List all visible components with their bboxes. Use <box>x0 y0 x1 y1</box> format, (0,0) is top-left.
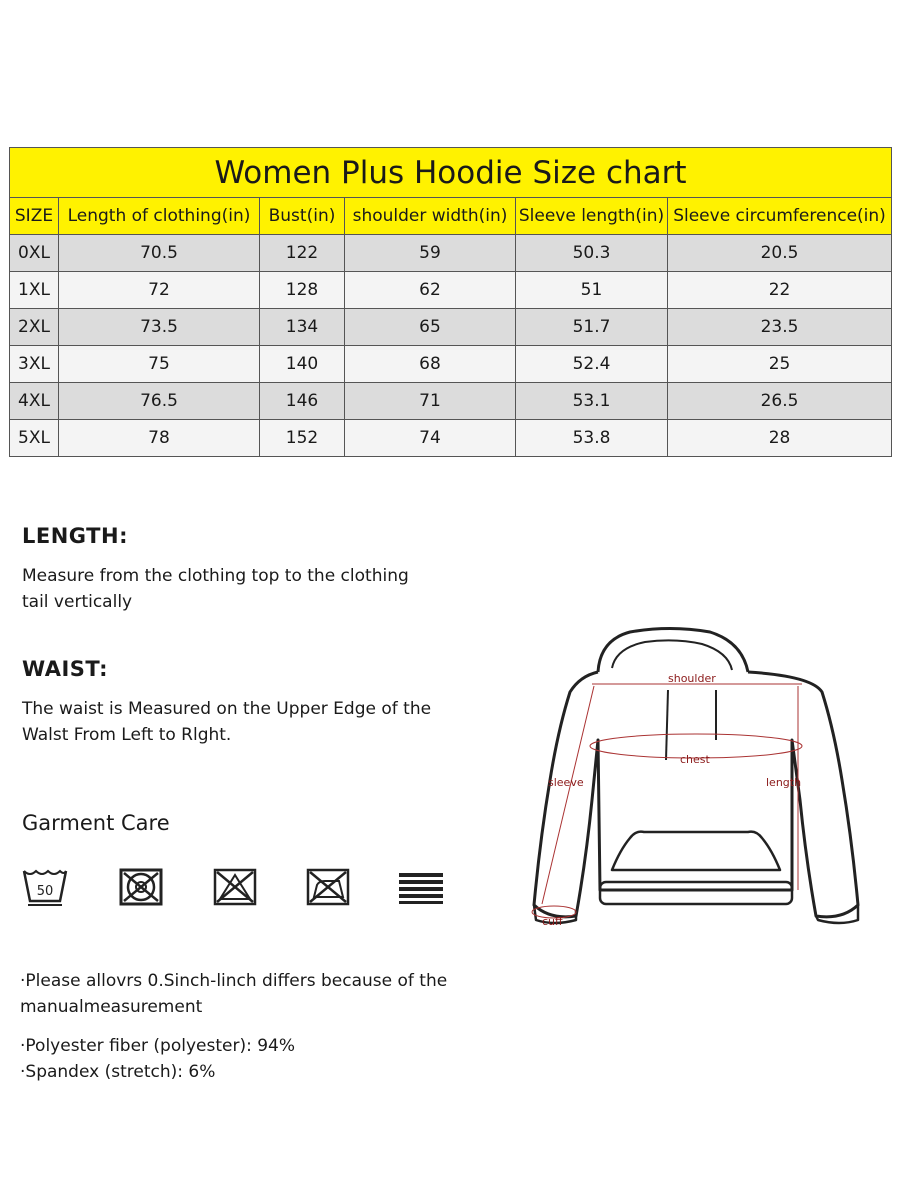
table-row <box>10 420 892 457</box>
sleeve-label: sleeve <box>548 776 584 789</box>
material-notes <box>20 1033 480 1085</box>
header-row <box>10 198 892 235</box>
header-sleeve-length: Sleeve length(in) <box>516 198 668 235</box>
note-line-1: ·Please allovrs 0.Sinch-linch differs because of the <box>20 971 448 991</box>
waist-line-1: The waist is Measured on the Upper Edge of the <box>22 699 432 719</box>
waist-description <box>22 696 462 748</box>
garment-care-title: Garment Care <box>22 811 170 835</box>
length-label: length <box>766 776 802 789</box>
kangaroo-pocket <box>612 832 780 870</box>
table-row <box>10 272 892 309</box>
table-cell: 26.5 <box>668 383 892 420</box>
table-cell: 146 <box>260 383 345 420</box>
hood-outline <box>598 629 748 673</box>
cuff-label: cuff <box>542 915 563 928</box>
right-cuff <box>816 905 858 923</box>
polyester-line: ·Polyester fiber (polyester): 94% <box>20 1036 296 1056</box>
table-row <box>10 235 892 272</box>
wash-50-icon <box>22 865 68 909</box>
no-bleach-icon <box>212 865 258 909</box>
chest-label: chest <box>680 753 710 766</box>
table-cell: 73.5 <box>59 309 260 346</box>
size-cell: 2XL <box>10 309 59 346</box>
no-tumble-dry-icon <box>118 865 164 909</box>
size-cell: 0XL <box>10 235 59 272</box>
hem-band <box>600 882 792 904</box>
table-cell: 59 <box>345 235 516 272</box>
size-cell: 5XL <box>10 420 59 457</box>
size-chart-table <box>9 147 892 457</box>
table-cell: 51 <box>516 272 668 309</box>
table-cell: 51.7 <box>516 309 668 346</box>
spandex-line: ·Spandex (stretch): 6% <box>20 1062 216 1082</box>
table-cell: 74 <box>345 420 516 457</box>
table-cell: 72 <box>59 272 260 309</box>
table-row <box>10 346 892 383</box>
table-cell: 62 <box>345 272 516 309</box>
length-description <box>22 563 462 615</box>
table-cell: 71 <box>345 383 516 420</box>
waist-heading: WAIST: <box>22 657 108 681</box>
table-cell: 65 <box>345 309 516 346</box>
note-line-2: manualmeasurement <box>20 997 203 1017</box>
care-icons-row <box>20 865 460 911</box>
length-line-2: tail vertically <box>22 592 133 612</box>
table-cell: 152 <box>260 420 345 457</box>
table-row <box>10 383 892 420</box>
dry-flat-icon <box>397 865 443 909</box>
table-cell: 25 <box>668 346 892 383</box>
header-shoulder: shoulder width(in) <box>345 198 516 235</box>
table-cell: 140 <box>260 346 345 383</box>
table-cell: 52.4 <box>516 346 668 383</box>
table-cell: 23.5 <box>668 309 892 346</box>
table-cell: 53.1 <box>516 383 668 420</box>
table-title: Women Plus Hoodie Size chart <box>10 148 892 198</box>
table-cell: 28 <box>668 420 892 457</box>
size-cell: 3XL <box>10 346 59 383</box>
hoodie-diagram <box>520 620 880 940</box>
table-cell: 53.8 <box>516 420 668 457</box>
table-cell: 22 <box>668 272 892 309</box>
length-heading: LENGTH: <box>22 524 128 548</box>
header-sleeve-circumference: Sleeve circumference(in) <box>668 198 892 235</box>
length-line-1: Measure from the clothing top to the clothing <box>22 566 409 586</box>
table-cell: 76.5 <box>59 383 260 420</box>
table-cell: 50.3 <box>516 235 668 272</box>
table-cell: 78 <box>59 420 260 457</box>
table-cell: 75 <box>59 346 260 383</box>
table-row <box>10 309 892 346</box>
hoodie-body <box>534 672 858 917</box>
table-cell: 134 <box>260 309 345 346</box>
size-cell: 1XL <box>10 272 59 309</box>
no-iron-icon <box>305 865 351 909</box>
size-cell: 4XL <box>10 383 59 420</box>
sleeve-line <box>542 686 594 904</box>
table-cell: 128 <box>260 272 345 309</box>
wash-temp-label: 50 <box>36 884 54 899</box>
table-cell: 68 <box>345 346 516 383</box>
waist-line-2: Walst From Left to Rlght. <box>22 725 232 745</box>
table-cell: 20.5 <box>668 235 892 272</box>
header-size: SIZE <box>10 198 59 235</box>
table-cell: 70.5 <box>59 235 260 272</box>
header-length: Length of clothing(in) <box>59 198 260 235</box>
measurement-note <box>20 968 480 1020</box>
table-cell: 122 <box>260 235 345 272</box>
shoulder-label: shoulder <box>668 672 716 685</box>
header-bust: Bust(in) <box>260 198 345 235</box>
